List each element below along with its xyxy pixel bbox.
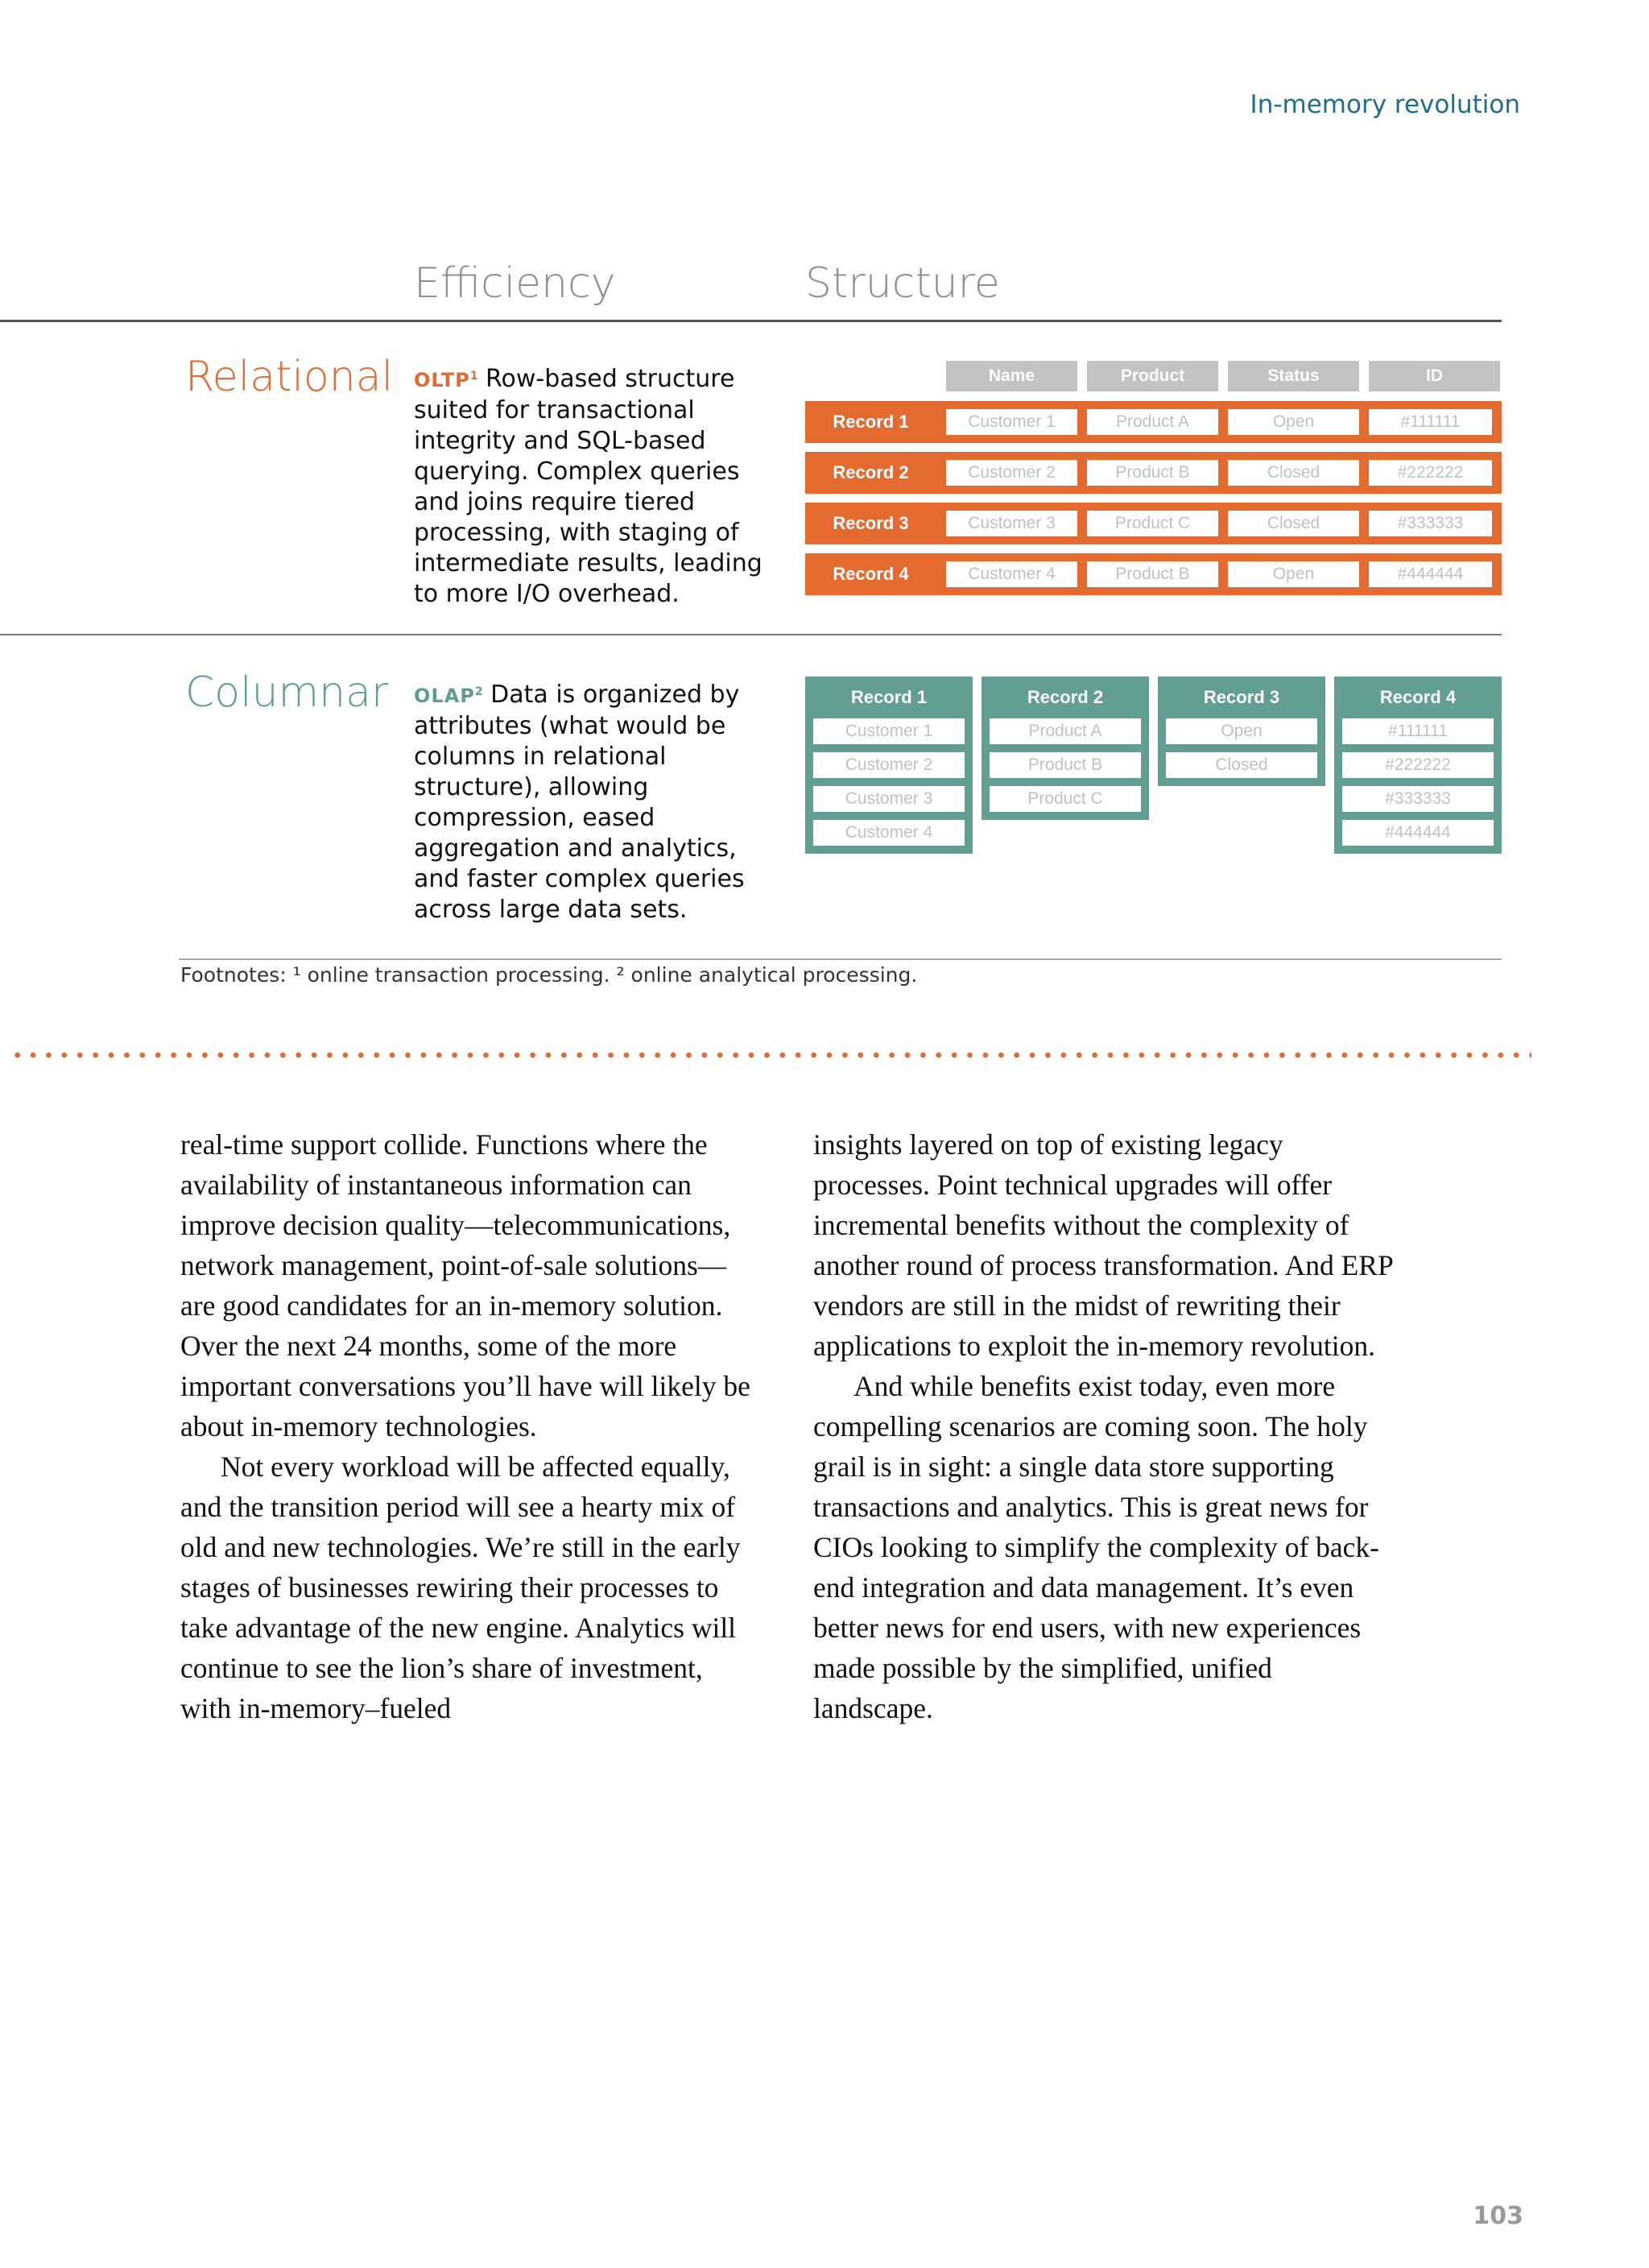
table-cell: Closed	[1228, 460, 1359, 486]
table-cell: Closed	[1228, 511, 1359, 536]
body-paragraph: Not every workload will be affected equally, and the transition period will see a hearty mix of old and new technologies. We’re still in the early stages of businesses rewiring their processes to take advantage of the new engine. Analytics will continue to see the lion’s share of investment, with in-memory–fueled	[180, 1451, 741, 1724]
table-header-status: Status	[1228, 361, 1359, 391]
record-label: Record 1	[833, 412, 909, 432]
column-heading-efficiency: Efficiency	[414, 259, 616, 308]
table-cell: #222222	[1369, 460, 1492, 486]
record-label: Record 3	[833, 513, 909, 533]
columnar-structure-diagram	[805, 677, 1502, 870]
column-cell: Product C	[990, 786, 1141, 812]
table-row	[805, 503, 1502, 544]
body-column-right	[813, 1124, 1393, 1728]
table-cell: Customer 3	[946, 511, 1077, 536]
column-block	[982, 677, 1149, 820]
dotted-separator	[10, 1052, 1531, 1058]
table-cell: Customer 4	[946, 561, 1077, 587]
table-cell: Open	[1228, 561, 1359, 587]
relational-description	[414, 361, 768, 610]
footnotes: Footnotes: ¹ online transaction processing. ² online analytical processing.	[180, 963, 918, 987]
record-label: Record 4	[1379, 687, 1457, 707]
table-cell: Product B	[1087, 561, 1218, 587]
column-cell: #222222	[1342, 752, 1494, 778]
divider-footnotes	[179, 958, 1502, 960]
table-row	[805, 553, 1502, 595]
divider-middle	[0, 634, 1502, 635]
body-column-left	[180, 1124, 760, 1728]
body-paragraph: real-time support collide. Functions where the availability of instantaneous information can improve decision quality—telecommunications, network management, point-of-sale solutions—are good candidates for an in-memory solution. Over the next 24 months, some of the more important conversations you’ll have will likely be about in-memory technologies.	[180, 1128, 750, 1442]
column-cell: Customer 3	[813, 786, 965, 812]
column-cell: #444444	[1342, 820, 1494, 846]
olap-acronym: OLAP$^2$	[414, 685, 483, 707]
record-label: Record 1	[850, 687, 928, 707]
columnar-description-text: Data is organized by attributes (what would be columns in relational structure), allowing compression, eased aggregation and analytics, and faster complex queries across large data sets.	[414, 681, 745, 924]
row-label-columnar: Columnar	[185, 668, 389, 717]
table-cell: #333333	[1369, 511, 1492, 536]
table-cell: Customer 1	[946, 409, 1077, 435]
record-label: Record 2	[833, 462, 909, 482]
record-label: Record 2	[1027, 687, 1104, 707]
relational-description-text: Row-based structure suited for transactional integrity and SQL-based querying. Complex queries and joins require tiered processing, with staging of intermediate results, leading to more I/O overhead.	[414, 365, 763, 608]
column-cell: Customer 2	[813, 752, 965, 778]
column-block	[1158, 677, 1325, 786]
table-cell: Product C	[1087, 511, 1218, 536]
running-head: In-memory revolution	[1250, 90, 1520, 119]
body-paragraph: insights layered on top of existing legacy processes. Point technical upgrades will offer incremental benefits without the complexity of another round of process transformation. And ERP vendors are still in the midst of rewriting their applications to exploit the in-memory revolution.	[813, 1128, 1393, 1362]
table-cell: Open	[1228, 409, 1359, 435]
table-header-id: ID	[1369, 361, 1500, 391]
record-label: Record 4	[833, 564, 909, 584]
oltp-acronym: OLTP$^1$	[414, 369, 478, 391]
table-cell: Customer 2	[946, 460, 1077, 486]
table-cell: Product B	[1087, 460, 1218, 486]
table-cell: #444444	[1369, 561, 1492, 587]
table-header-name: Name	[946, 361, 1077, 391]
column-cell: Closed	[1166, 752, 1317, 778]
column-block	[1334, 677, 1502, 854]
column-cell: #111111	[1342, 718, 1494, 744]
table-row	[805, 452, 1502, 494]
table-row	[805, 401, 1502, 443]
row-label-relational: Relational	[185, 353, 394, 401]
table-cell: #111111	[1369, 409, 1492, 435]
columnar-description	[414, 677, 768, 925]
table-cell: Product A	[1087, 409, 1218, 435]
column-heading-structure: Structure	[805, 259, 1000, 308]
divider-top	[0, 320, 1502, 322]
column-cell: #333333	[1342, 786, 1494, 812]
record-label: Record 3	[1203, 687, 1280, 707]
page-number: 103	[1473, 2202, 1523, 2230]
column-block	[805, 677, 973, 854]
column-cell: Customer 1	[813, 718, 965, 744]
body-paragraph: And while benefits exist today, even more compelling scenarios are coming soon. The holy grail is in sight: a single data store supporting transactions and analytics. This is great news for CIOs looking to simplify the complexity of back-end integration and data management. It’s even better news for end users, with new experiences made possible by the simplified, unified landscape.	[813, 1370, 1379, 1724]
column-cell: Open	[1166, 718, 1317, 744]
table-header-product: Product	[1087, 361, 1218, 391]
column-cell: Customer 4	[813, 820, 965, 846]
column-cell: Product B	[990, 752, 1141, 778]
relational-structure-diagram	[805, 361, 1502, 598]
column-cell: Product A	[990, 718, 1141, 744]
